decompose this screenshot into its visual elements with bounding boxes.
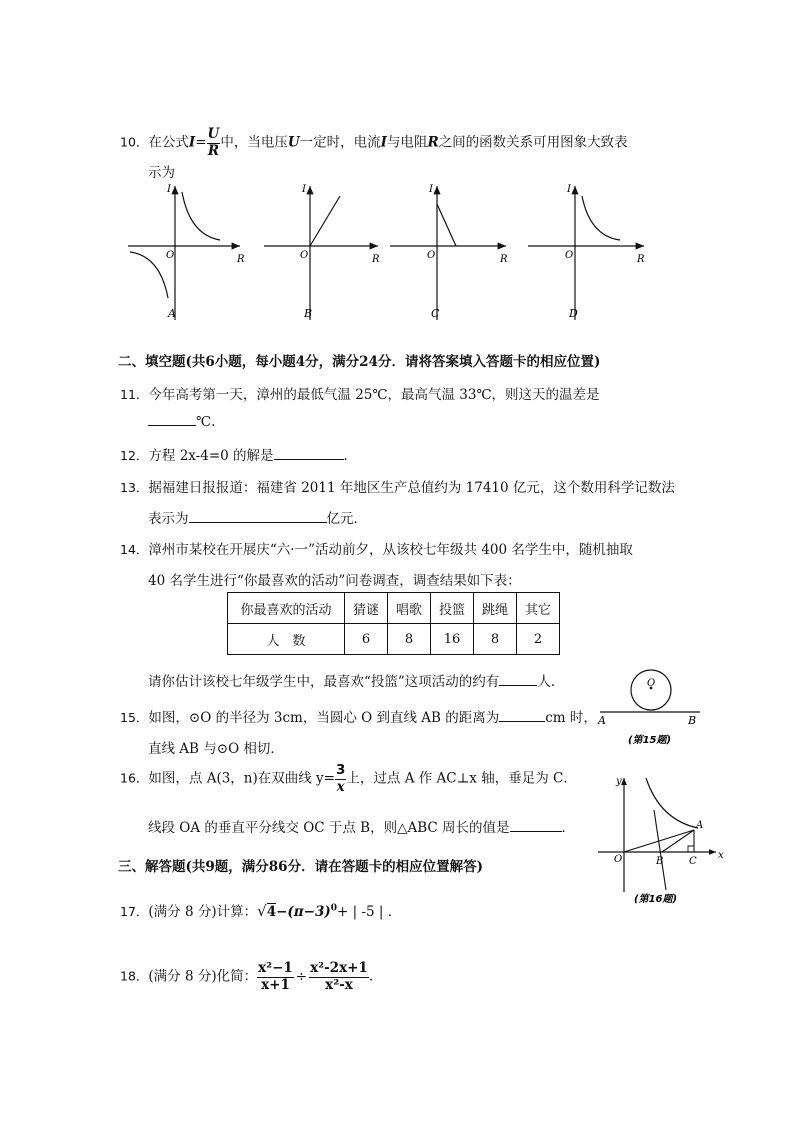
fig16-x-label: x — [718, 850, 724, 861]
graph-c-y-label: I — [429, 184, 433, 195]
graph-b-x-label: R — [372, 254, 380, 265]
section2-title: 二、填空题(共6小题，每小题4分，满分24分．请将答案填入答题卡的相应位置) — [118, 354, 601, 370]
fig15-point-b: B — [688, 714, 697, 727]
q12-answer-blank[interactable] — [274, 447, 344, 460]
q18-fraction-1 — [257, 962, 294, 992]
graph-a — [128, 184, 245, 320]
graph-c-origin: O — [427, 250, 436, 261]
table-cell: 2 — [517, 624, 560, 655]
segment-ab — [662, 830, 694, 852]
q13-line2-a: 表示为 — [148, 511, 189, 527]
q11-line2 — [148, 413, 215, 430]
q15-line2: 直线 AB 与⊙O 相切． — [148, 741, 284, 757]
figure-16 — [594, 772, 729, 907]
q17-sqrt-value: 4 — [266, 904, 277, 920]
q17-line — [120, 900, 401, 920]
frac-den: x — [336, 778, 345, 795]
var-i: I — [188, 134, 196, 151]
graph-c — [390, 184, 508, 320]
table-header: 投篮 — [431, 593, 474, 624]
q14-line3 — [148, 670, 555, 690]
q14-text: 漳州市某校在开展庆“六·一”活动前夕，从该校七年级共 400 名学生中，随机抽取 — [148, 542, 633, 558]
q10-text-d: 与电阻 — [386, 134, 428, 151]
q16-line2-a: 线段 OA 的垂直平分线交 OC 于点 B，则△ABC 周长的值是 — [148, 820, 510, 836]
q18-fraction-2 — [309, 962, 369, 992]
q11-number: 11． — [120, 387, 149, 402]
section3-title: 三、解答题(共9题，满分86分．请在答题卡的相应位置解答) — [118, 859, 483, 875]
table-cell: 16 — [431, 624, 474, 655]
q15-answer-blank[interactable] — [499, 709, 545, 722]
q11-line1 — [120, 383, 600, 403]
frac-num: U — [207, 126, 220, 142]
q16-line2-b: ． — [561, 820, 576, 836]
table-header: 唱歌 — [388, 593, 431, 624]
hyperbola-fraction — [335, 764, 346, 794]
var-u: U — [287, 134, 300, 151]
table-cell: 8 — [388, 624, 431, 655]
q16-answer-blank[interactable] — [510, 819, 562, 832]
q12-end: ． — [343, 448, 358, 464]
graph-a-origin: O — [166, 250, 175, 261]
q14-line3-a: 请你估计该校七年级学生中，最喜欢“投篮”这项活动的约有 — [148, 674, 500, 690]
fig16-point-c: C — [689, 856, 697, 867]
q17-exponent: 0 — [330, 903, 338, 914]
q13-text: 据福建日报报道：福建省 2011 年地区生产总值约为 17410 亿元，这个数用科学记数法 — [148, 480, 675, 496]
fig16-point-a: A — [696, 820, 704, 831]
curve-d — [582, 196, 620, 240]
q12-line — [120, 444, 357, 464]
q10-text-c: 一定时，电流 — [299, 134, 381, 151]
q11-unit: ℃. — [196, 414, 216, 430]
q10-text-b: 中，当电压 — [220, 134, 288, 151]
divide-sign: ÷ — [295, 968, 308, 985]
q14-line2: 40 名学生进行“你最喜欢的活动”问卷调查，调查结果如下表： — [148, 573, 521, 589]
q13-answer-blank[interactable] — [189, 510, 327, 523]
q17-expr: −(π−3) — [276, 904, 331, 920]
sqrt-icon: √ — [257, 902, 267, 920]
table-cell: 6 — [345, 624, 388, 655]
fig16-point-b: B — [656, 856, 664, 867]
q12-number: 12． — [120, 448, 149, 463]
graph-d-x-label: R — [637, 254, 645, 265]
table-row — [228, 624, 560, 655]
frac2-den: x²-x — [325, 976, 353, 993]
table-header: 猜谜 — [345, 593, 388, 624]
table-cell: 8 — [474, 624, 517, 655]
option-d: D — [569, 307, 578, 320]
q16-text-b: 上，过点 A 作 AC⊥x 轴，垂足为 C． — [346, 770, 577, 787]
q15-number: 15． — [120, 710, 149, 725]
frac-den: R — [207, 142, 220, 159]
q12-text: 方程 2x-4=0 的解是 — [148, 448, 274, 464]
graph-d-origin: O — [565, 250, 574, 261]
q16-text-a: 如图，点 A(3，n)在双曲线 y= — [148, 770, 335, 787]
line-c — [437, 204, 456, 246]
hyperbola — [646, 778, 698, 828]
graph-a-x-label: R — [237, 254, 245, 265]
q18-end: . — [368, 968, 374, 985]
graph-c-x-label: R — [500, 254, 508, 265]
frac1-den: x+1 — [261, 976, 290, 993]
q16-number: 16． — [120, 770, 149, 786]
survey-table — [227, 592, 560, 655]
fig16-caption: (第16题) — [634, 894, 678, 905]
figure-15 — [596, 668, 716, 750]
q15-text-a: 如图，⊙O 的半径为 3cm，当圆心 O 到直线 AB 的距离为 — [148, 710, 500, 726]
q13-line2 — [148, 507, 367, 527]
q16-line1 — [120, 764, 577, 794]
q13-line1 — [120, 476, 675, 496]
q16-line2 — [148, 816, 575, 836]
graph-d-y-label: I — [567, 184, 571, 195]
table-cell: 人 数 — [228, 624, 345, 655]
table-header-row — [228, 593, 560, 624]
q14-number: 14． — [120, 542, 149, 557]
curve-q3 — [130, 252, 168, 298]
option-a: A — [168, 307, 176, 320]
frac-num: 3 — [336, 762, 346, 778]
q13-number: 13． — [120, 480, 149, 495]
q11-text: 今年高考第一天，漳州的最低气温 25℃，最高气温 33℃，则这天的温差是 — [148, 387, 600, 403]
q17-number: 17． — [120, 904, 149, 919]
fig15-point-a: A — [598, 714, 606, 727]
q18-line — [120, 962, 373, 992]
q17-text: (满分 8 分)计算： — [148, 904, 258, 920]
q18-text: (满分 8 分)化简： — [148, 968, 258, 985]
fig16-origin: O — [614, 854, 623, 865]
q14-line1 — [120, 538, 633, 558]
option-b: B — [304, 307, 313, 320]
graph-b-origin: O — [300, 250, 309, 261]
q10-line1 — [120, 128, 628, 158]
graph-b — [264, 184, 380, 320]
equals: = — [195, 134, 207, 151]
line-b — [310, 196, 340, 246]
q15-text-b: cm 时， — [545, 710, 597, 726]
q14-line3-b: 人. — [537, 674, 556, 690]
q10-text-a: 在公式 — [148, 134, 189, 151]
q13-line2-b: 亿元． — [326, 511, 367, 527]
q10-text-e: 之间的函数关系可用图象大致表 — [438, 134, 628, 151]
q15-line1 — [120, 706, 597, 726]
fig16-y-label: y — [616, 776, 622, 787]
var-i2: I — [380, 134, 387, 151]
curve-q1 — [182, 192, 220, 240]
frac1-num: x²−1 — [258, 960, 293, 976]
graph-b-y-label: I — [302, 184, 306, 195]
circle-o — [631, 670, 671, 710]
right-angle-mark — [688, 846, 694, 852]
table-header: 你最喜欢的活动 — [228, 593, 345, 624]
fig15-center-label: O — [647, 678, 656, 689]
q10-line2: 示为 — [148, 165, 175, 181]
q11-answer-blank[interactable] — [148, 413, 196, 426]
q17-rest: + | -5 | ． — [337, 904, 402, 920]
table-header: 其它 — [517, 593, 560, 624]
var-r: R — [427, 134, 439, 151]
frac2-num: x²-2x+1 — [310, 960, 368, 976]
q10-graphs — [120, 180, 660, 330]
q18-number: 18． — [120, 968, 149, 984]
table-header: 跳绳 — [474, 593, 517, 624]
graph-d — [528, 184, 645, 320]
q10-number: 10． — [120, 134, 149, 150]
q14-answer-blank[interactable] — [499, 673, 537, 686]
option-c: C — [431, 307, 440, 320]
formula-fraction — [207, 128, 221, 158]
fig15-caption: (第15题) — [628, 735, 672, 746]
graph-a-y-label: I — [167, 184, 171, 195]
